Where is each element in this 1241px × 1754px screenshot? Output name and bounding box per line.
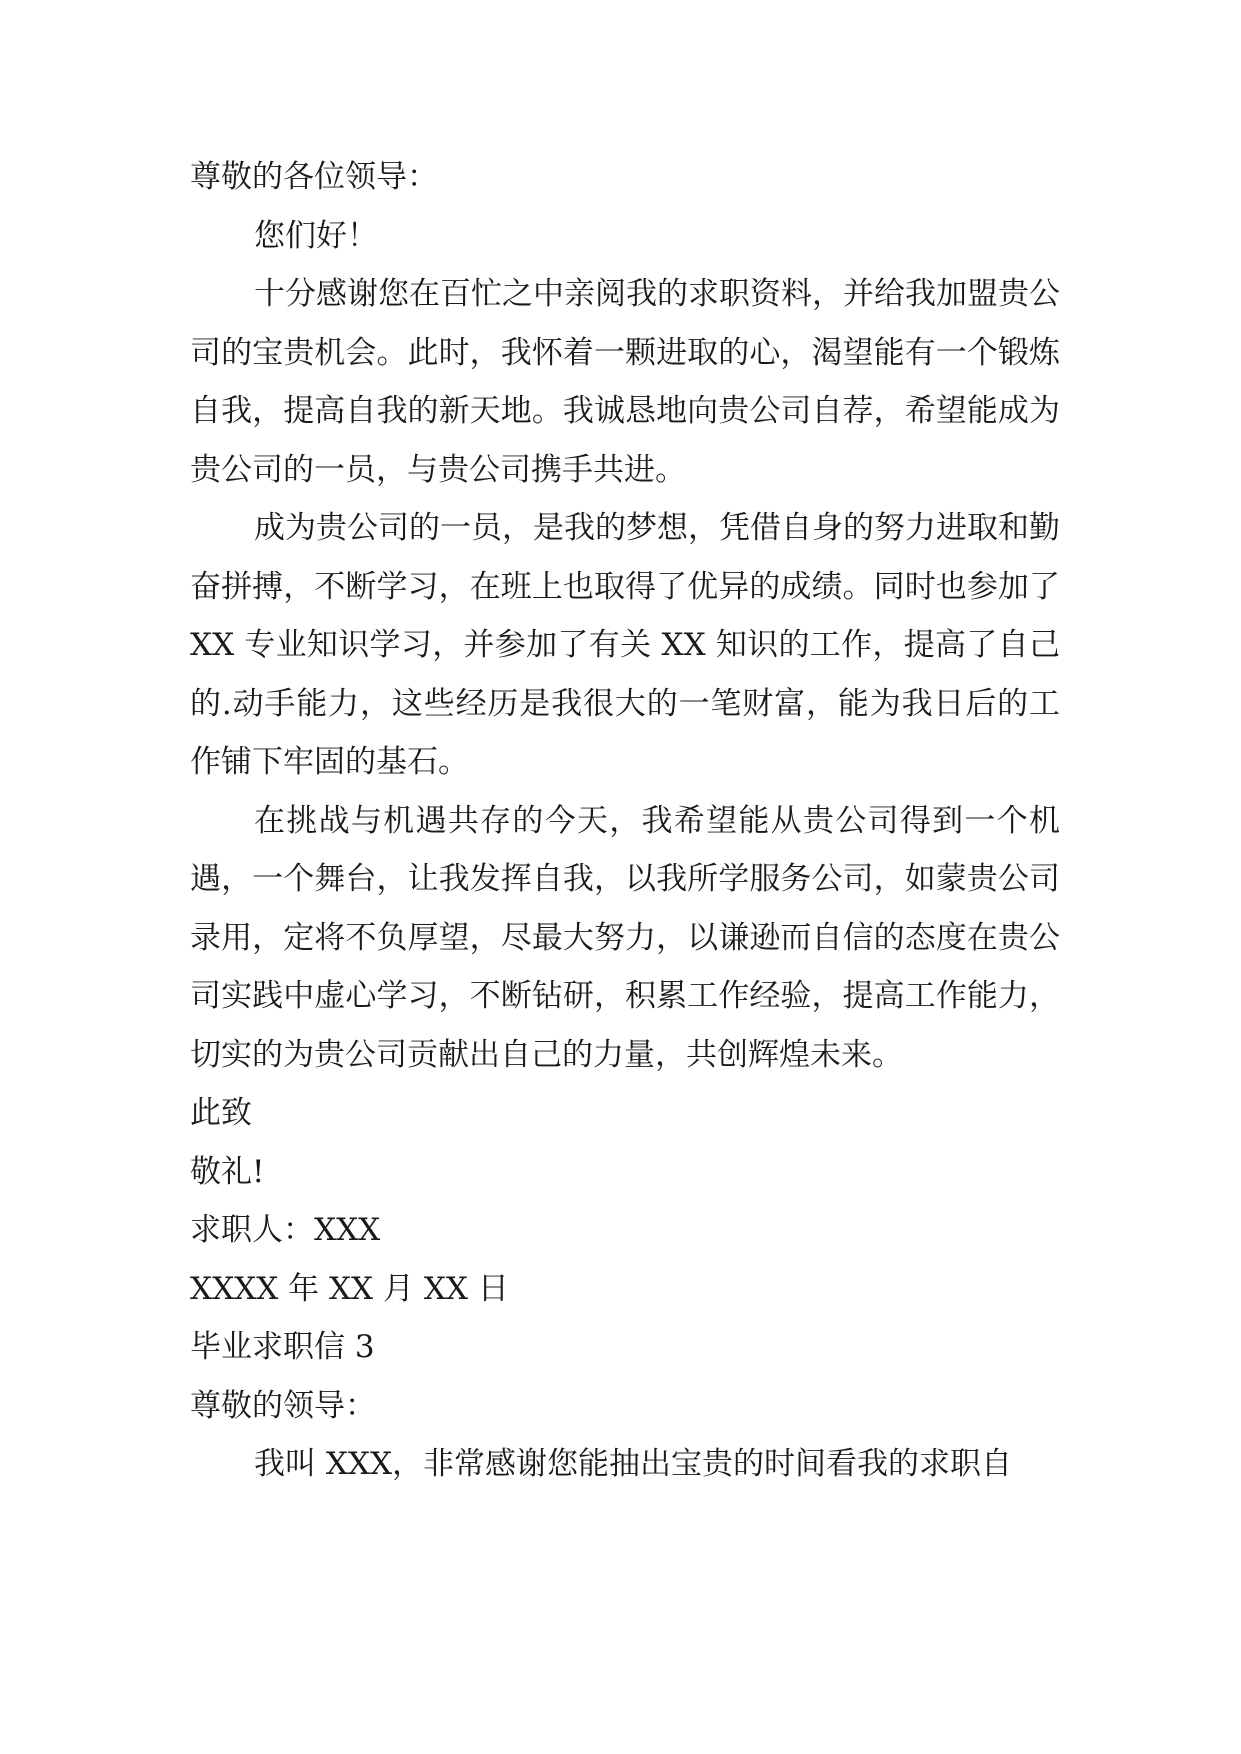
salutation: 尊敬的领导： [190,1387,376,1424]
document-body [190,148,1060,1494]
closing-line: 此致 [190,1095,252,1131]
signature: 求职人：XXX [190,1212,381,1248]
greeting: 您们好！ [254,217,378,254]
section-title: 毕业求职信 3 [190,1329,375,1365]
salutation: 尊敬的各位领导： [190,159,438,195]
paragraph: 我叫 XXX，非常感谢您能抽出宝贵的时间看我的求职自 [254,1446,1013,1482]
paragraph: 十分感谢您在百忙之中亲阅我的求职资料，并给我加盟贵公司的宝贵机会。此时，我怀着一颗进取的心，渴望能有一个锻炼自我，提高自我的新天地。我诚恳地向贵公司自荐，希望能成为贵公司的一员，与贵公司携手共进。 [190,276,1060,488]
date-line: XXXX 年 XX 月 XX 日 [190,1270,509,1307]
paragraph: 在挑战与机遇共存的今天，我希望能从贵公司得到一个机遇，一个舞台，让我发挥自我，以我所学服务公司，如蒙贵公司录用，定将不负厚望，尽最大努力，以谦逊而自信的态度在贵公司实践中虚心学习，不断钻研，积累工作经验，提高工作能力，切实的为贵公司贡献出自己的力量，共创辉煌未来。 [190,802,1060,1073]
paragraph: 成为贵公司的一员，是我的梦想，凭借自身的努力进取和勤奋拼搏，不断学习，在班上也取得了优异的成绩。同时也参加了 XX 专业知识学习，并参加了有关 XX 知识的工作，提高了自己的.动手能力，这些经历是我很大的一笔财富，能为我日后的工作铺下牢固的基石。 [190,510,1060,780]
closing-salute: 敬礼! [190,1153,265,1190]
